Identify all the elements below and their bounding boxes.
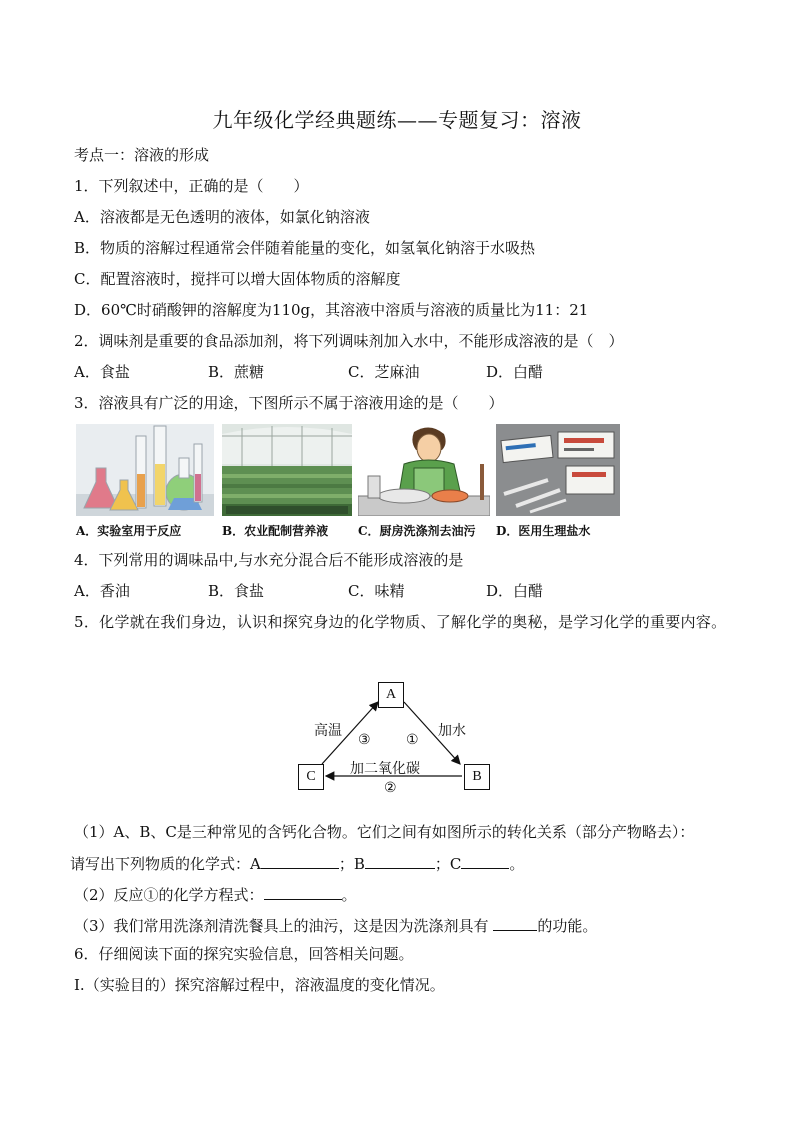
question-1-stem: 1．下列叙述中，正确的是（ ） (74, 177, 309, 195)
image-caption-a: A．实验室用于反应 (76, 524, 182, 538)
question-5-part-1: （1）A、B、C是三种常见的含钙化合物。它们之间有如图所示的转化关系（部分产物略去）： (74, 823, 695, 841)
question-1-option-c: C．配置溶液时，搅拌可以增大固体物质的溶解度 (74, 270, 401, 288)
question-6-stem: 6．仔细阅读下面的探究实验信息，回答相关问题。 (74, 945, 414, 963)
formula-prompt: 请写出下列物质的化学式：A (70, 855, 261, 873)
question-3-stem: 3．溶液具有广泛的用途，下图所示不属于溶液用途的是（ ） (74, 394, 504, 412)
separator-c: ；C (434, 855, 462, 873)
label-add-water: 加水 (438, 723, 466, 739)
node-b: B (464, 764, 490, 790)
question-4-stem: 4．下列常用的调味品中,与水充分混合后不能形成溶液的是 (74, 551, 464, 569)
answer-blank-b[interactable] (365, 852, 435, 869)
question-5-part-1-answers (70, 852, 524, 874)
image-caption-b: B．农业配制营养液 (222, 524, 329, 538)
answer-blank-a[interactable] (261, 852, 339, 869)
question-1-option-b: B．物质的溶解过程通常会伴随着能量的变化，如氢氧化钠溶于水吸热 (74, 239, 536, 257)
reaction-mark-1: ① (406, 732, 419, 748)
question-5-part-3 (74, 914, 597, 936)
node-c: C (298, 764, 324, 790)
question-4-option-b: B．食盐 (208, 582, 265, 600)
equation-prompt: （2）反应①的化学方程式： (74, 886, 264, 904)
function-suffix: 的功能。 (537, 917, 598, 935)
question-6-item-1: Ⅰ.（实验目的）探究溶解过程中，溶液温度的变化情况。 (74, 976, 445, 994)
question-4-option-d: D．白醋 (486, 582, 544, 600)
question-4-option-a: A．香油 (74, 582, 130, 600)
question-1-option-a: A．溶液都是无色透明的液体，如氯化钠溶液 (74, 208, 370, 226)
question-2-option-b: B．蔗糖 (208, 363, 265, 381)
question-4-option-c: C．味精 (348, 582, 405, 600)
image-caption-d: D．医用生理盐水 (496, 524, 591, 538)
answer-blank-c[interactable] (461, 852, 509, 869)
section-heading: 考点一：溶液的形成 (74, 146, 210, 164)
question-1-option-d: D．60℃时硝酸钾的溶解度为110g，其溶液中溶质与溶液的质量比为11：21 (74, 301, 589, 319)
question-2-stem: 2．调味剂是重要的食品添加剂，将下列调味剂加入水中，不能形成溶液的是（ ） (74, 332, 624, 350)
lab-glassware-image (76, 424, 214, 516)
greenhouse-image (222, 424, 352, 516)
image-caption-c: C．厨房洗涤剂去油污 (358, 524, 476, 538)
end-mark: 。 (509, 855, 525, 873)
answer-blank-equation[interactable] (264, 883, 342, 900)
question-2-option-c: C．芝麻油 (348, 363, 420, 381)
page-title: 九年级化学经典题练——专题复习：溶液 (212, 108, 582, 132)
question-2-option-a: A．食盐 (74, 363, 130, 381)
detergent-prompt: （3）我们常用洗涤剂清洗餐具上的油污，这是因为洗涤剂具有 (74, 917, 494, 935)
end-mark: 。 (341, 886, 357, 904)
answer-blank-function[interactable] (493, 914, 537, 931)
node-a: A (378, 682, 404, 708)
reaction-mark-3: ③ (358, 732, 371, 748)
question-2-option-d: D．白醋 (486, 363, 544, 381)
saline-package-image (496, 424, 620, 516)
kitchen-washing-image (358, 424, 490, 516)
label-high-temperature: 高温 (314, 723, 342, 739)
separator-b: ；B (338, 855, 365, 873)
question-5-stem: 5．化学就在我们身边，认识和探究身边的化学物质、了解化学的奥秘，是学习化学的重要内容。 (74, 613, 727, 631)
question-5-part-2 (74, 883, 357, 905)
conversion-diagram (290, 680, 500, 795)
label-add-carbon-dioxide: 加二氧化碳 (350, 761, 420, 777)
reaction-mark-2: ② (384, 780, 397, 796)
